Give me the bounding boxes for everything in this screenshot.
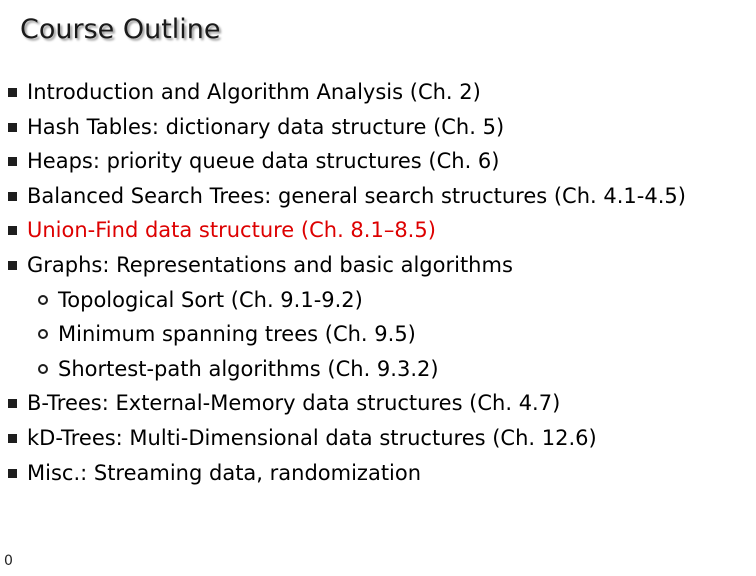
outline-list — [0, 75, 686, 490]
outline-item-label: Misc.: Streaming data, randomization — [27, 460, 422, 485]
outline-item-graphs — [0, 248, 686, 283]
circle-bullet-icon — [38, 295, 48, 305]
outline-item-b-trees — [0, 386, 686, 421]
outline-item-label: kD-Trees: Multi-Dimensional data structures (Ch. 12.6) — [27, 425, 597, 450]
outline-item-misc — [0, 456, 686, 491]
outline-item-label: Heaps: priority queue data structures (Ch. 6) — [27, 149, 500, 174]
slide-title: Course Outline — [20, 14, 221, 45]
page-number: 0 — [4, 553, 13, 569]
outline-item-hash-tables — [0, 110, 686, 145]
square-bullet-icon — [8, 434, 17, 443]
outline-item-introduction — [0, 75, 686, 110]
square-bullet-icon — [8, 192, 17, 201]
outline-item-label: Topological Sort (Ch. 9.1-9.2) — [58, 287, 363, 312]
square-bullet-icon — [8, 399, 17, 408]
outline-subitem-topological-sort — [0, 283, 686, 318]
outline-item-label: Hash Tables: dictionary data structure (Ch. 5) — [27, 114, 505, 139]
square-bullet-icon — [8, 157, 17, 166]
outline-item-label: Balanced Search Trees: general search structures (Ch. 4.1-4.5) — [27, 183, 686, 208]
outline-item-balanced-search-trees — [0, 179, 686, 214]
circle-bullet-icon — [38, 364, 48, 374]
circle-bullet-icon — [38, 329, 48, 339]
square-bullet-icon — [8, 226, 17, 235]
outline-item-union-find — [0, 213, 686, 248]
square-bullet-icon — [8, 88, 17, 97]
outline-item-label: Introduction and Algorithm Analysis (Ch. 2) — [27, 80, 481, 104]
square-bullet-icon — [8, 469, 17, 478]
outline-item-label: Minimum spanning trees (Ch. 9.5) — [58, 322, 416, 347]
square-bullet-icon — [8, 261, 17, 270]
outline-item-label: Union-Find data structure (Ch. 8.1–8.5) — [27, 218, 436, 243]
outline-item-label: B-Trees: External-Memory data structures (Ch. 4.7) — [27, 391, 561, 416]
outline-subitem-shortest-path — [0, 352, 686, 387]
square-bullet-icon — [8, 123, 17, 132]
outline-item-kd-trees — [0, 421, 686, 456]
outline-item-heaps — [0, 144, 686, 179]
outline-item-label: Graphs: Representations and basic algorithms — [27, 252, 513, 277]
outline-item-label: Shortest-path algorithms (Ch. 9.3.2) — [58, 356, 439, 381]
outline-subitem-minimum-spanning-trees — [0, 317, 686, 352]
